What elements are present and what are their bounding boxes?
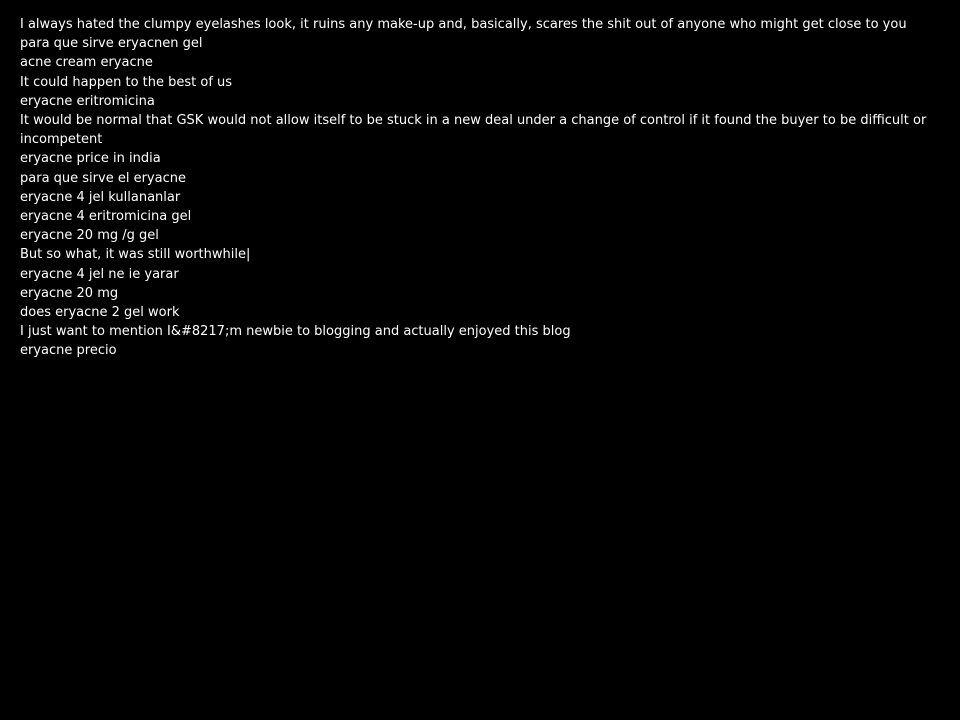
text-line: eryacne price in india	[20, 151, 161, 167]
text-line: eryacne 4 jel ne ie yarar	[20, 266, 179, 282]
text-line: eryacne 20 mg /g gel	[20, 228, 159, 244]
text-line: eryacne 4 jel kullananlar	[20, 189, 181, 205]
text-line: does eryacne 2 gel work	[20, 305, 180, 321]
text-line: acne cream eryacne	[20, 55, 153, 71]
text-line: But so what, it was still worthwhile|	[20, 247, 251, 263]
text-line: para que sirve eryacnen gel	[20, 36, 203, 52]
text-line: para que sirve el eryacne	[20, 170, 186, 186]
text-list	[20, 15, 940, 361]
text-line: eryacne 20 mg	[20, 285, 119, 301]
text-line: It could happen to the best of us	[20, 74, 233, 90]
text-line: I always hated the clumpy eyelashes look, it ruins any make-up and, basically, scares the shit out of anyone who might get close to you	[20, 17, 907, 32]
text-line: It would be normal that GSK would not allow itself to be stuck in a new deal under a change of control if it found the buyer to be difficult or incompetent	[20, 113, 927, 148]
text-line: I just want to mention I&#8217;m newbie to blogging and actually enjoyed this blog	[20, 324, 571, 340]
text-line: eryacne precio	[20, 343, 117, 359]
text-line: eryacne eritromicina	[20, 93, 155, 109]
text-line: eryacne 4 eritromicina gel	[20, 209, 192, 225]
